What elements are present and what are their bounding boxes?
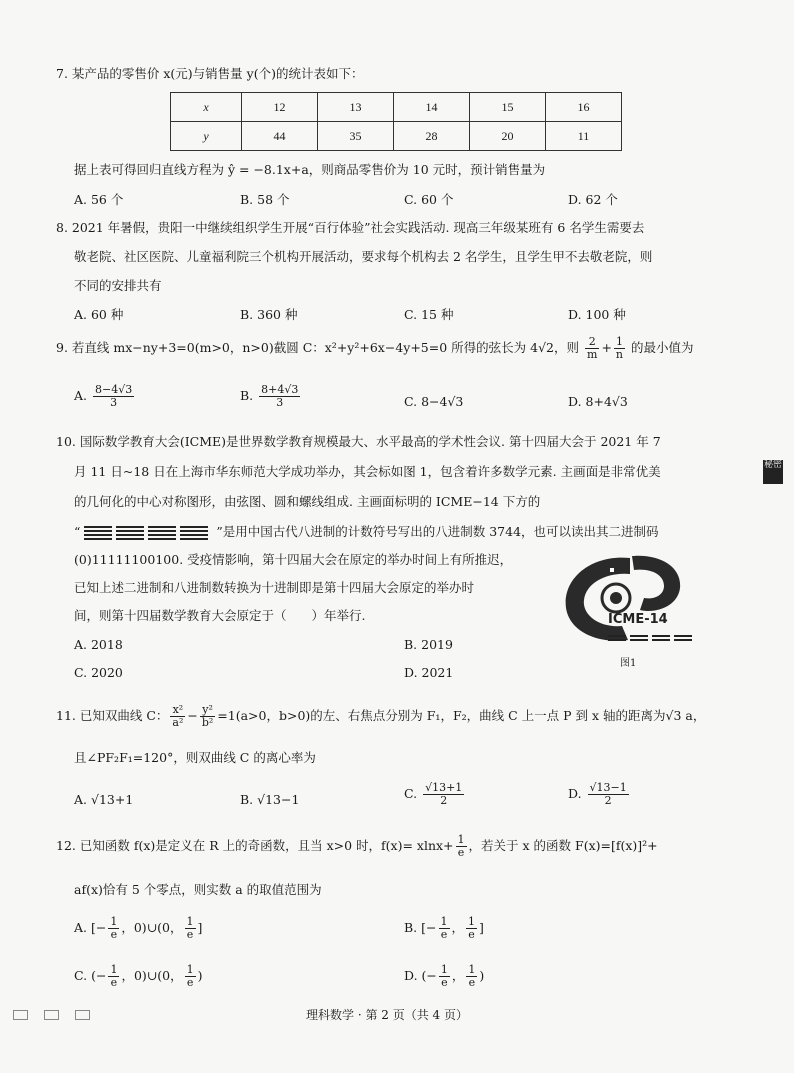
open-quote: “ <box>74 524 81 539</box>
margin-box-icon <box>13 1010 28 1020</box>
rod-numeral-symbol <box>630 635 648 643</box>
denominator: e <box>110 928 118 942</box>
denominator: 3 <box>276 396 284 410</box>
q9-option-c: C. 8−4√3 <box>404 394 464 409</box>
interval-middle: ，0)∪(0， <box>121 968 183 984</box>
q10-line5: (0)11111100100. 受疫情影响，第十四届大会在原定的举办时间上有所推迟， <box>74 552 513 567</box>
numerator: 1 <box>440 915 448 928</box>
table-cell: 15 <box>470 93 546 122</box>
q7-option-d: D. 62 个 <box>568 192 618 207</box>
table-cell: x <box>171 93 242 122</box>
option-label: A. <box>74 388 88 404</box>
q7-option-a: A. 56 个 <box>74 192 124 207</box>
q9-fraction-1-over-n <box>614 336 625 361</box>
option-label: D. <box>568 786 582 802</box>
q11-option-c <box>404 782 466 807</box>
numerator: √13−1 <box>589 781 627 794</box>
option-label: C. <box>74 968 88 984</box>
q8-option-c: C. 15 种 <box>404 307 454 322</box>
numerator: 1 <box>457 833 465 846</box>
page-footer: 理科数学 · 第 2 页（共 4 页） <box>306 1008 468 1022</box>
q7-option-c: C. 60 个 <box>404 192 454 207</box>
table-cell: 20 <box>470 122 546 151</box>
numerator: 2 <box>585 336 599 349</box>
denominator: 2 <box>604 794 612 808</box>
q10-line6: 已知上述二进制和八进制数转换为十进制即是第十四届大会原定的举办时 <box>74 580 475 595</box>
option-fraction <box>108 916 119 941</box>
q12-option-c <box>74 964 202 989</box>
option-label: D. <box>404 968 418 984</box>
margin-boxes <box>13 1008 106 1023</box>
interval-middle: ， <box>451 968 465 984</box>
denominator: e <box>186 928 194 942</box>
q7-line2: 据上表可得回归直线方程为 ŷ = −8.1x+a，则商品零售价为 10 元时，预计销售量为 <box>74 162 546 177</box>
q11-option-d <box>568 782 631 807</box>
denominator: a² <box>172 716 184 730</box>
numerator: √13+1 <box>425 781 463 794</box>
rod-numeral-symbol <box>148 526 176 540</box>
q10-line7: 间，则第十四届数学教育大会原定于（ ）年举行. <box>74 608 366 623</box>
option-fraction <box>439 916 450 941</box>
denominator: e <box>457 846 465 860</box>
numerator: 1 <box>468 915 476 928</box>
denominator: e <box>186 976 194 990</box>
denominator: e <box>110 976 118 990</box>
numerator: 1 <box>186 915 194 928</box>
option-fraction <box>466 916 477 941</box>
q12-option-b <box>404 916 484 941</box>
denominator: 2 <box>440 794 448 808</box>
option-fraction <box>93 384 134 409</box>
denominator: e <box>468 976 476 990</box>
q9-line1-text: 9. 若直线 mx−ny+3=0(m>0，n>0)截圆 C：x²+y²+6x−4y+5=0 所得的弦长为 4√2，则 <box>56 340 580 356</box>
q9-option-a <box>74 384 136 409</box>
q10-line2: 月 11 日~18 日在上海市华东师范大学成功举办，其会标如图 1，包含着许多数学元素. 主画面是非常优美 <box>74 464 661 479</box>
option-label: B. <box>404 920 418 936</box>
q8-option-a: A. 60 种 <box>74 307 124 322</box>
option-fraction <box>108 964 119 989</box>
interval-close: ) <box>197 968 203 984</box>
q11-line1-tail: =1(a>0，b>0)的左、右焦点分别为 F₁，F₂，曲线 C 上一点 P 到 x 轴的距离为√3 a， <box>217 708 706 724</box>
rod-numeral-symbol <box>674 635 692 643</box>
rod-numeral-symbol <box>180 526 208 540</box>
q11-option-a: A. √13+1 <box>74 792 134 807</box>
rod-numeral-symbol <box>608 635 626 643</box>
q7-stem: 7. 某产品的零售价 x(元)与销售量 y(个)的统计表如下： <box>56 66 364 81</box>
q10-line4-text: ”是用中国古代八进制的计数符号写出的八进制数 3744，也可以读出其二进制码 <box>216 524 659 539</box>
option-fraction <box>466 964 477 989</box>
option-label: C. <box>404 786 418 802</box>
interval-open: [− <box>421 920 437 936</box>
option-fraction <box>588 782 629 807</box>
numerator: x² <box>170 704 185 717</box>
option-label: B. <box>240 388 254 404</box>
q9-line1 <box>56 336 694 361</box>
q12-line2: af(x)恰有 5 个零点，则实数 a 的取值范围为 <box>74 882 322 897</box>
denominator: e <box>440 928 448 942</box>
q10-line1: 10. 国际数学教育大会(ICME)是世界数学教育规模最大、水平最高的学术性会议. 第十四届大会于 2021 年 7 <box>56 434 661 449</box>
q12-line1-tail: ，若关于 x 的函数 F(x)=[f(x)]²+ <box>468 838 658 854</box>
q10-line4 <box>74 522 659 540</box>
numerator: 8+4√3 <box>261 383 299 396</box>
q8-line1: 8. 2021 年暑假，贵阳一中继续组织学生开展“百行体验”社会实践活动. 现高三年级某班有 6 名学生需要去 <box>56 220 645 235</box>
denominator: n <box>615 348 624 362</box>
q10-option-c: C. 2020 <box>74 665 123 680</box>
q11-line1 <box>56 704 705 729</box>
denominator: 3 <box>110 396 118 410</box>
table-row <box>171 93 622 122</box>
table-cell: 13 <box>318 93 394 122</box>
table-cell: 14 <box>394 93 470 122</box>
interval-middle: ， <box>451 920 465 936</box>
denominator: b² <box>201 716 214 730</box>
q10-option-d: D. 2021 <box>404 665 454 680</box>
q10-line3: 的几何化的中心对称图形，由弦图、圆和螺线组成. 主画面标明的 ICME−14 下方的 <box>74 494 541 509</box>
margin-box-icon <box>44 1010 59 1020</box>
numerator: 1 <box>186 963 194 976</box>
table-cell: 11 <box>546 122 622 151</box>
icme-logo-rod-numerals <box>608 630 696 645</box>
option-label: A. <box>74 920 88 936</box>
table-cell: 35 <box>318 122 394 151</box>
table-row <box>171 122 622 151</box>
numerator: 1 <box>614 336 625 349</box>
interval-middle: ，0)∪(0， <box>121 920 183 936</box>
numerator: 1 <box>110 915 118 928</box>
table-cell: 12 <box>242 93 318 122</box>
q9-option-b <box>240 384 302 409</box>
q11-fraction-y2-over-b2 <box>200 704 215 729</box>
q11-line2: 且∠PF₂F₁=120°，则双曲线 C 的离心率为 <box>74 750 316 765</box>
option-fraction <box>259 384 300 409</box>
minus-sign: − <box>187 708 198 724</box>
denominator: m <box>587 348 598 362</box>
q11-line1-text: 11. 已知双曲线 C： <box>56 708 169 724</box>
q9-fraction-2-over-m <box>585 336 599 361</box>
q7-stat-table <box>170 92 622 151</box>
denominator: e <box>468 928 475 942</box>
interval-close: ] <box>479 920 484 936</box>
rod-numeral-symbol <box>116 526 144 540</box>
q12-line1-text: 12. 已知函数 f(x)是定义在 R 上的奇函数，且当 x>0 时，f(x)= xlnx+ <box>56 838 454 854</box>
interval-close: ) <box>479 968 485 984</box>
q12-option-a <box>74 916 202 941</box>
q8-option-b: B. 360 种 <box>240 307 298 322</box>
q12-line1 <box>56 834 658 859</box>
option-fraction <box>439 964 450 989</box>
icme-logo-text: ICME-14 <box>608 612 668 627</box>
q9-option-d: D. 8+4√3 <box>568 394 628 409</box>
q8-line2: 敬老院、社区医院、儿童福利院三个机构开展活动，要求每个机构去 2 名学生，且学生甲不去敬老院，则 <box>74 249 653 264</box>
q11-fraction-x2-over-a2 <box>170 704 185 729</box>
q9-line1-tail: 的最小值为 <box>631 340 694 356</box>
q12-option-d <box>404 964 484 989</box>
q11-option-b: B. √13−1 <box>240 792 300 807</box>
figure-caption: 图1 <box>620 658 637 669</box>
numerator: y² <box>200 704 215 717</box>
numerator: 1 <box>440 963 448 976</box>
table-cell: 28 <box>394 122 470 151</box>
table-cell: y <box>171 122 242 151</box>
option-fraction <box>423 782 464 807</box>
option-fraction <box>185 964 196 989</box>
q10-option-b: B. 2019 <box>404 637 453 652</box>
interval-open: (− <box>421 968 437 984</box>
table-cell: 44 <box>242 122 318 151</box>
q12-fraction-1-over-e <box>456 834 467 859</box>
option-fraction <box>185 916 196 941</box>
plus-sign: + <box>601 340 612 356</box>
denominator: e <box>441 976 448 990</box>
q8-option-d: D. 100 种 <box>568 307 626 322</box>
interval-open: [− <box>91 920 107 936</box>
rod-numeral-symbol <box>84 526 112 540</box>
numerator: 1 <box>468 963 476 976</box>
numerator: 8−4√3 <box>95 383 133 396</box>
icme-logo-figure <box>552 548 712 658</box>
table-cell: 16 <box>546 93 622 122</box>
q10-option-a: A. 2018 <box>74 637 123 652</box>
interval-open: (− <box>91 968 107 984</box>
confidential-side-tab: 秘密 <box>763 460 783 484</box>
margin-box-icon <box>75 1010 90 1020</box>
q7-option-b: B. 58 个 <box>240 192 290 207</box>
numerator: 1 <box>110 963 118 976</box>
rod-numeral-symbol <box>652 635 670 643</box>
interval-close: ] <box>197 920 203 936</box>
q8-line3: 不同的安排共有 <box>74 278 162 293</box>
